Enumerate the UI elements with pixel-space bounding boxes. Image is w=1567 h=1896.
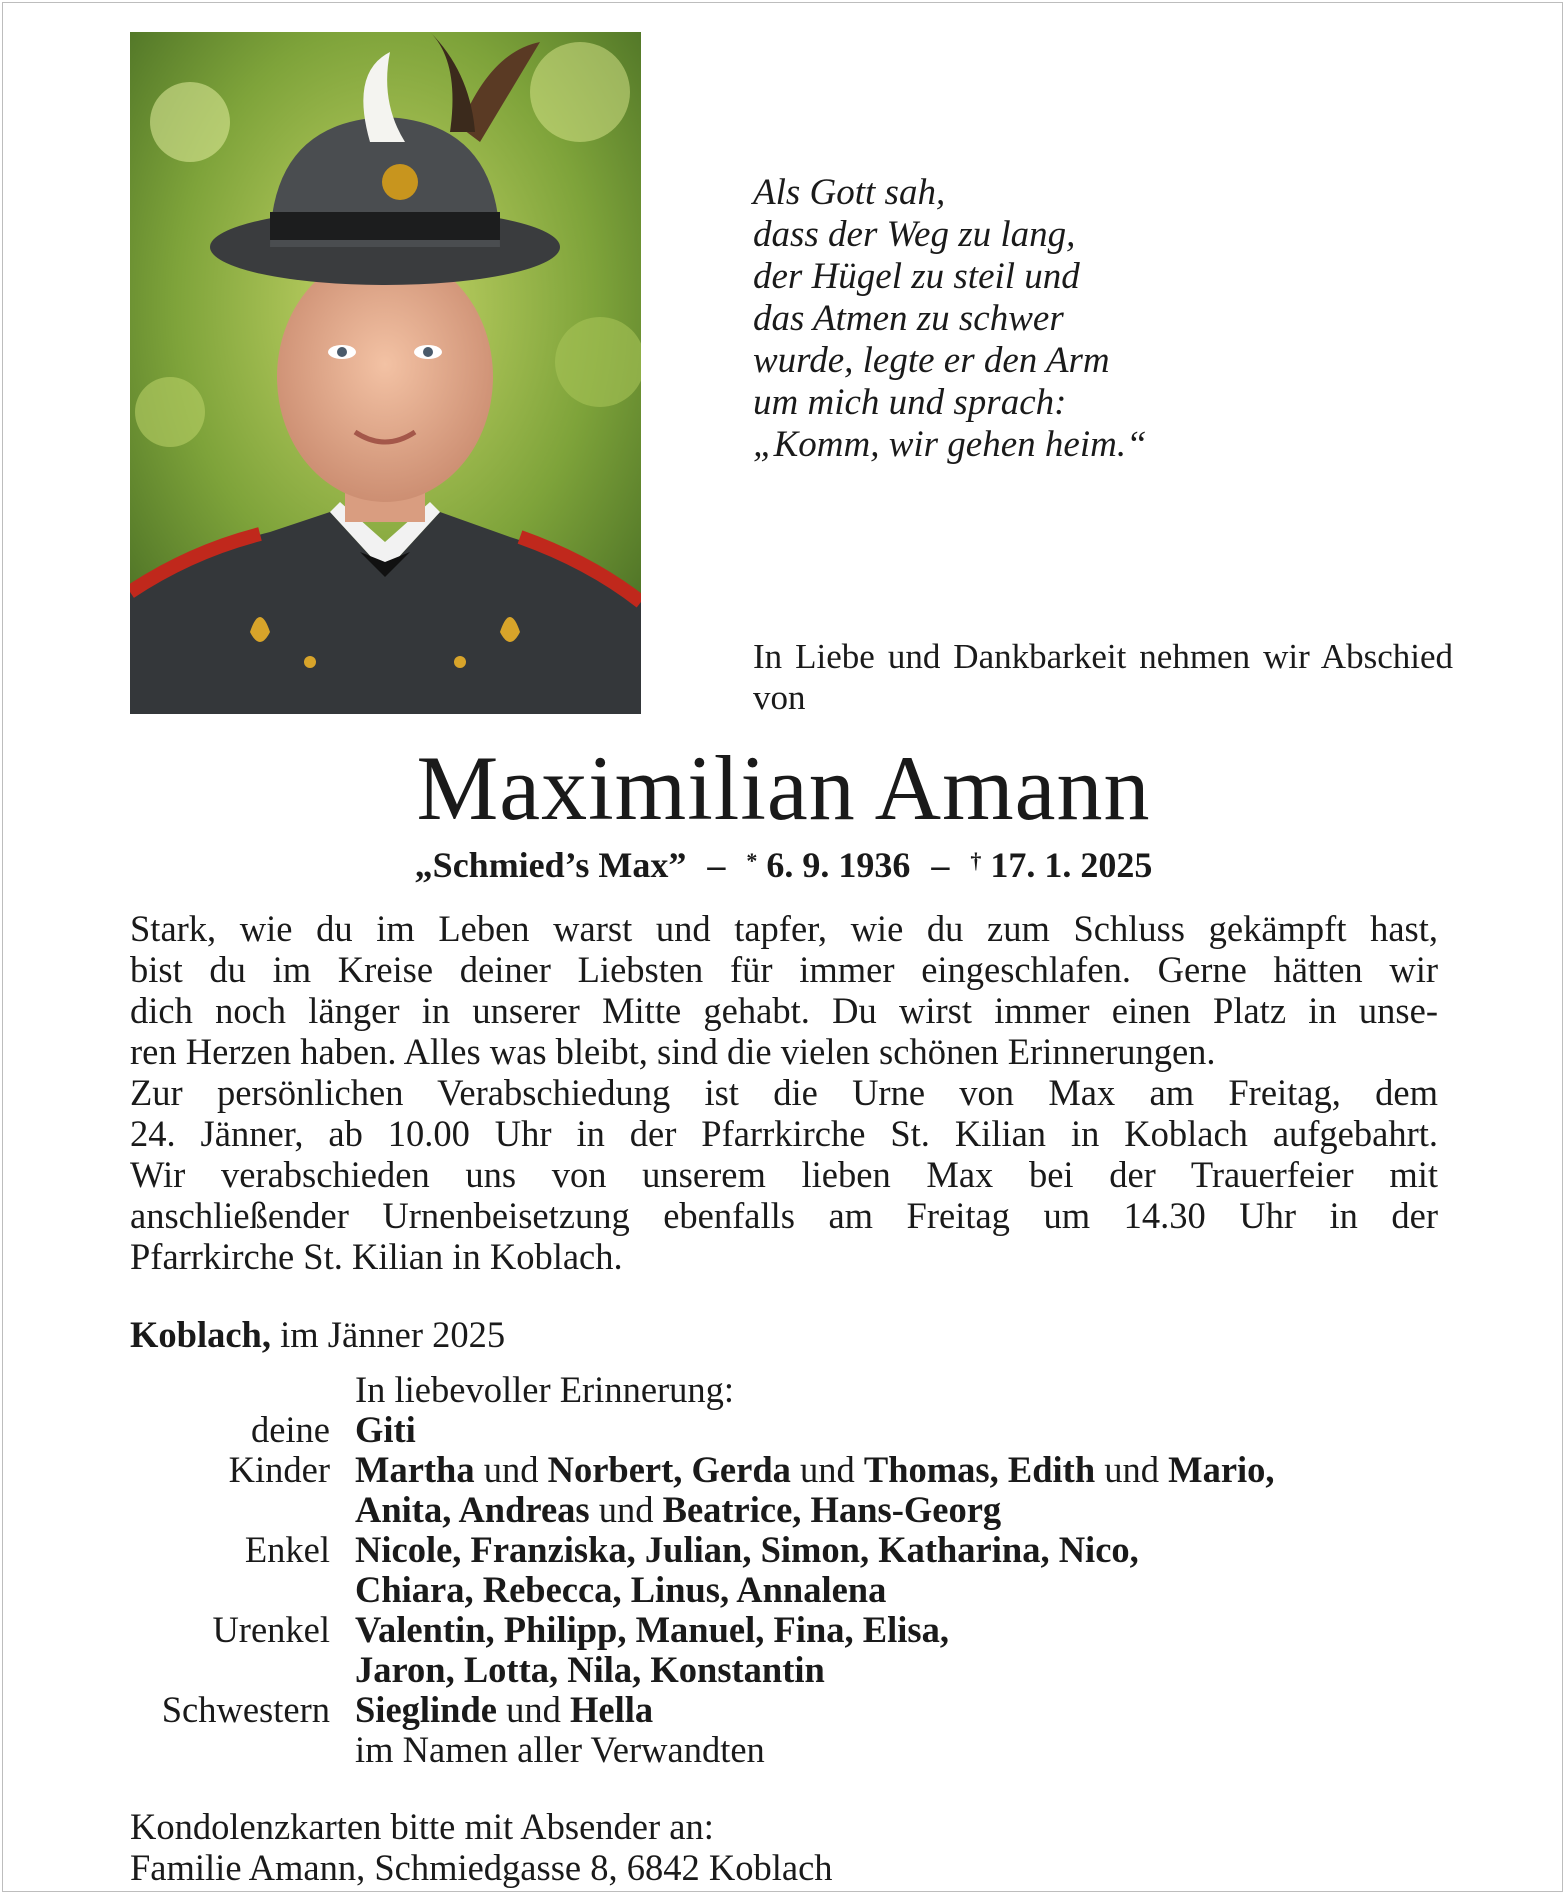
child-name: Thomas, Edith bbox=[863, 1449, 1096, 1490]
poem-line: Als Gott sah, bbox=[753, 172, 946, 213]
birth-symbol: * bbox=[746, 848, 758, 873]
schwestern-label: Schwestern bbox=[161, 1689, 330, 1730]
conjunction: und bbox=[1104, 1449, 1159, 1490]
kinder-line-2 bbox=[355, 1490, 1460, 1530]
child-name: Norbert, Gerda bbox=[547, 1449, 791, 1490]
grandchildren-line-2: Chiara, Rebecca, Linus, Annalena bbox=[355, 1569, 887, 1610]
body-line: Wir verabschieden uns von unserem lieben Max bei der Trauerfeier mit bbox=[130, 1154, 1438, 1195]
sister-name: Hella bbox=[569, 1689, 654, 1730]
conjunction: und bbox=[483, 1449, 539, 1490]
condolence-line-2: Familie Amann, Schmiedgasse 8, 6842 Koblach bbox=[130, 1847, 833, 1888]
deceased-name: Maximilian Amann bbox=[416, 737, 1151, 839]
poem-line: das Atmen zu schwer bbox=[753, 298, 1064, 339]
poem-line: „Komm, wir gehen heim.“ bbox=[753, 424, 1147, 465]
place-town: Koblach, bbox=[130, 1314, 271, 1355]
death-date: 17. 1. 2025 bbox=[990, 845, 1153, 885]
grandchildren-line-1: Nicole, Franziska, Julian, Simon, Katharina, Nico, bbox=[355, 1529, 1139, 1570]
nickname: „Schmied’s Max” bbox=[414, 845, 687, 885]
poem-line: um mich und sprach: bbox=[753, 382, 1067, 423]
child-name: Beatrice, Hans-Georg bbox=[662, 1489, 1002, 1530]
place-month: im Jänner 2025 bbox=[280, 1314, 506, 1355]
conjunction: und bbox=[506, 1689, 561, 1730]
intro-text: In Liebe und Dankbarkeit nehmen wir Abschied von bbox=[753, 637, 1453, 717]
body-line: Stark, wie du im Leben warst und tapfer, wie du zum Schluss gekämpft hast, bbox=[130, 908, 1438, 949]
deine-label: deine bbox=[250, 1409, 330, 1450]
family-closing: im Namen aller Verwandten bbox=[355, 1729, 765, 1770]
child-name: Mario, bbox=[1168, 1449, 1275, 1490]
poem-line: dass der Weg zu lang, bbox=[753, 214, 1076, 255]
notice-body bbox=[130, 908, 1438, 1277]
birth-date-group bbox=[746, 845, 910, 885]
sisters-line bbox=[355, 1690, 1460, 1730]
family-list bbox=[130, 1370, 1460, 1770]
death-date-group bbox=[970, 845, 1152, 885]
family-heading: In liebevoller Erinnerung: bbox=[355, 1369, 735, 1410]
body-line: 24. Jänner, ab 10.00 Uhr in der Pfarrkirche St. Kilian in Koblach aufgebahrt. bbox=[130, 1113, 1438, 1154]
body-line: bist du im Kreise deiner Liebsten für immer eingeschlafen. Gerne hätten wir bbox=[130, 949, 1438, 990]
place-date bbox=[130, 1314, 505, 1355]
spouse-name: Giti bbox=[355, 1409, 416, 1450]
body-line: ren Herzen haben. Alles was bleibt, sind die vielen schönen Erinnerungen. bbox=[130, 1031, 1216, 1072]
poem-line: der Hügel zu steil und bbox=[753, 256, 1080, 297]
great-grandchildren-line-1: Valentin, Philipp, Manuel, Fina, Elisa, bbox=[355, 1609, 949, 1650]
birth-date: 6. 9. 1936 bbox=[766, 845, 911, 885]
death-symbol: † bbox=[970, 848, 982, 873]
kinder-line-1 bbox=[355, 1450, 1460, 1490]
portrait-illustration bbox=[130, 32, 641, 714]
kinder-label: Kinder bbox=[228, 1449, 330, 1490]
condolence-address bbox=[130, 1806, 833, 1888]
conjunction: und bbox=[800, 1449, 855, 1490]
body-line: Zur persönlichen Verabschiedung ist die Urne von Max am Freitag, dem bbox=[130, 1072, 1438, 1113]
condolence-line-1: Kondolenzkarten bitte mit Absender an: bbox=[130, 1806, 714, 1847]
poem-line: wurde, legte er den Arm bbox=[753, 340, 1110, 381]
body-line: anschließender Urnenbeisetzung ebenfalls am Freitag um 14.30 Uhr in der bbox=[130, 1195, 1438, 1236]
life-dates bbox=[0, 845, 1567, 885]
separator: – bbox=[707, 845, 726, 885]
great-grandchildren-line-2: Jaron, Lotta, Nila, Konstantin bbox=[355, 1649, 825, 1690]
separator: – bbox=[931, 845, 950, 885]
sister-name: Sieglinde bbox=[355, 1689, 497, 1730]
urenkel-label: Urenkel bbox=[212, 1609, 330, 1650]
body-line: Pfarrkirche St. Kilian in Koblach. bbox=[130, 1236, 623, 1277]
child-name: Martha bbox=[355, 1449, 475, 1490]
poem bbox=[753, 172, 1353, 466]
portrait-photo bbox=[130, 32, 641, 714]
body-line: dich noch länger in unserer Mitte gehabt. Du wirst immer einen Platz in unse- bbox=[130, 990, 1438, 1031]
conjunction: und bbox=[598, 1489, 654, 1530]
child-name: Anita, Andreas bbox=[355, 1489, 590, 1530]
enkel-label: Enkel bbox=[244, 1529, 330, 1570]
